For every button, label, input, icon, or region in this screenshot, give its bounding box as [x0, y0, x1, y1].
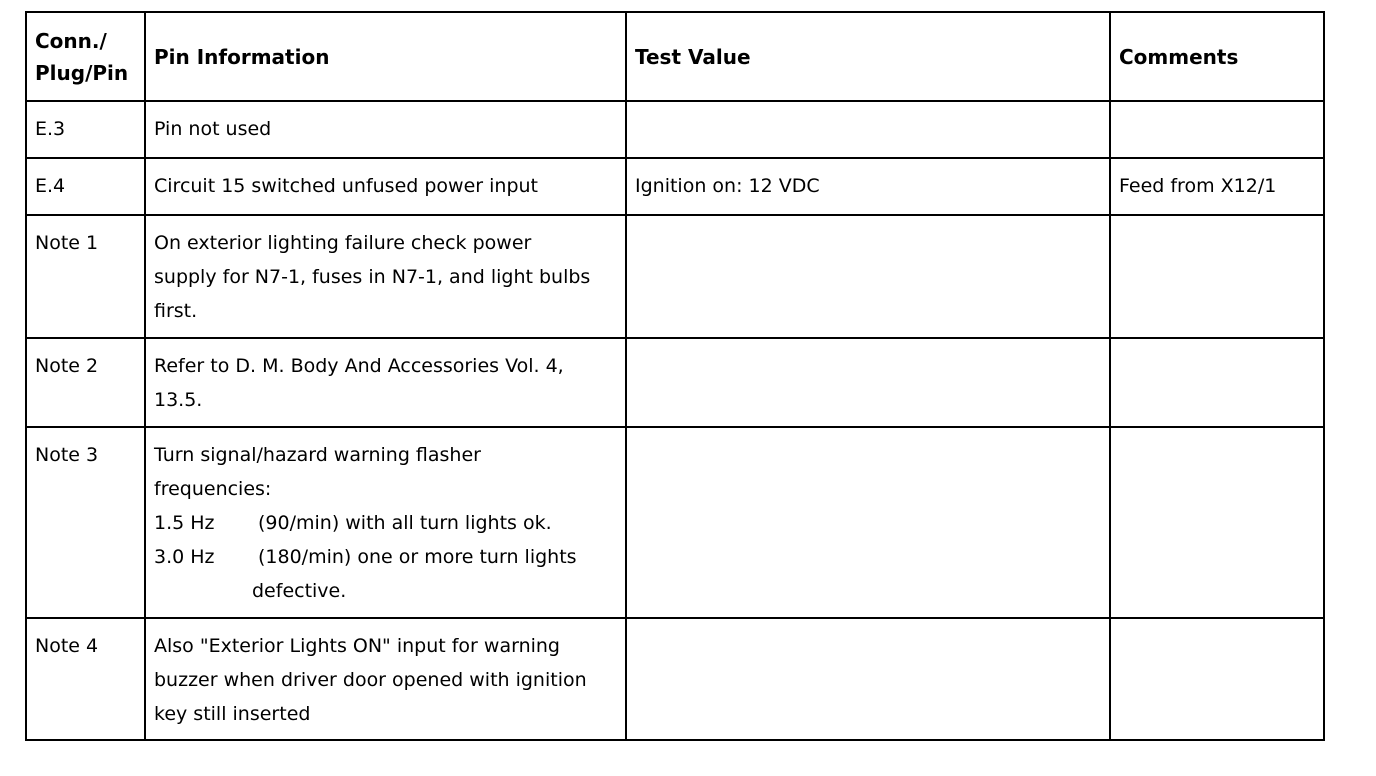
- note-line: first.: [154, 300, 198, 322]
- note-line: buzzer when driver door opened with ignition: [154, 669, 587, 691]
- comment-cell: [1110, 215, 1323, 338]
- note-id-cell: Note 3: [27, 427, 145, 618]
- comment-cell: Feed from X12/1: [1110, 158, 1323, 215]
- pin-information-table: [27, 13, 1323, 739]
- note-row: [27, 215, 1323, 338]
- test-value-cell: [626, 215, 1110, 338]
- comment-cell: [1110, 338, 1323, 427]
- note-text-cell: [145, 427, 626, 618]
- frequency-row: [154, 506, 617, 540]
- conn-cell: E.4: [27, 158, 145, 215]
- note-text-cell: [145, 215, 626, 338]
- pin-table-sheet: [25, 11, 1325, 741]
- note-id-cell: Note 2: [27, 338, 145, 427]
- note-line: frequencies:: [154, 478, 272, 500]
- note-id-cell: Note 4: [27, 618, 145, 739]
- note-row: [27, 338, 1323, 427]
- conn-cell: E.3: [27, 101, 145, 158]
- note-row: [27, 618, 1323, 739]
- note-text-cell: [145, 338, 626, 427]
- note-line: Refer to D. M. Body And Accessories Vol. 4,: [154, 355, 564, 377]
- note-line: Also "Exterior Lights ON" input for warning: [154, 635, 560, 657]
- header-conn-line2: Plug/Pin: [35, 61, 129, 85]
- frequency-hz: 1.5 Hz: [154, 512, 215, 534]
- frequency-continuation: defective.: [252, 580, 347, 602]
- table-row: [27, 158, 1323, 215]
- pin-info-cell: Circuit 15 switched unfused power input: [145, 158, 626, 215]
- note-line: Turn signal/hazard warning flasher: [154, 444, 481, 466]
- test-value-cell: [626, 101, 1110, 158]
- note-text-cell: [145, 618, 626, 739]
- test-value-cell: [626, 338, 1110, 427]
- header-pin-information: Pin Information: [145, 13, 626, 101]
- note-id-cell: Note 1: [27, 215, 145, 338]
- comment-cell: [1110, 101, 1323, 158]
- pin-info-cell: Pin not used: [145, 101, 626, 158]
- header-row: [27, 13, 1323, 101]
- header-test-value: Test Value: [626, 13, 1110, 101]
- comment-cell: [1110, 618, 1323, 739]
- test-value-cell: [626, 618, 1110, 739]
- header-conn-line1: Conn./: [35, 29, 107, 53]
- note-line: 13.5.: [154, 389, 203, 411]
- frequency-hz: 3.0 Hz: [154, 546, 215, 568]
- table-row: [27, 101, 1323, 158]
- test-value-cell: [626, 427, 1110, 618]
- header-conn-plug-pin: [27, 13, 145, 101]
- test-value-cell: Ignition on: 12 VDC: [626, 158, 1110, 215]
- frequency-row: [154, 540, 617, 574]
- note-row: [27, 427, 1323, 618]
- note-line: supply for N7-1, fuses in N7-1, and light bulbs: [154, 266, 591, 288]
- frequency-description: (90/min) with all turn lights ok.: [258, 512, 552, 534]
- comment-cell: [1110, 427, 1323, 618]
- note-line: On exterior lighting failure check power: [154, 232, 532, 254]
- frequency-description: (180/min) one or more turn lights: [258, 546, 577, 568]
- note-line: key still inserted: [154, 703, 311, 725]
- header-comments: Comments: [1110, 13, 1323, 101]
